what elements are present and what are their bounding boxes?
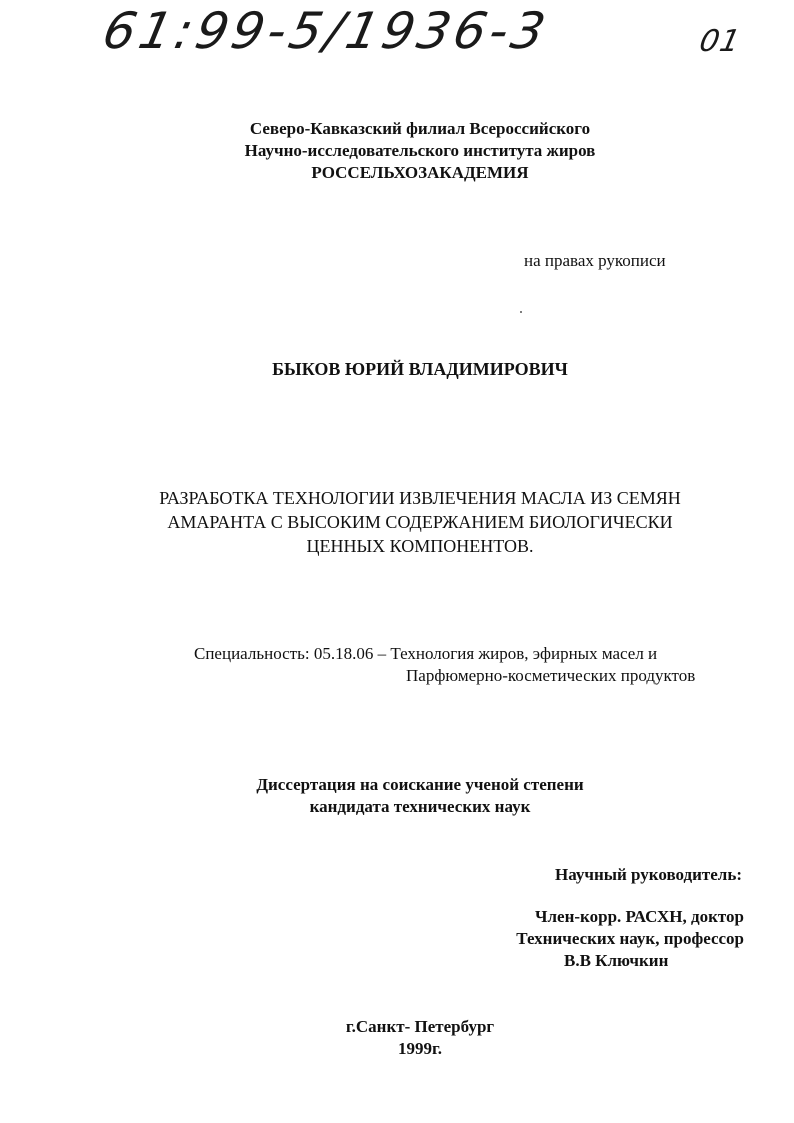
city: г.Санкт- Петербург — [345, 1017, 495, 1036]
year: 1999г. — [397, 1039, 443, 1058]
degree-line-2: кандидата технических наук — [309, 797, 531, 816]
institution-line-1: Северо-Кавказский филиал Всероссийского — [249, 119, 591, 138]
institution-line-2: Научно-исследовательского института жиров — [244, 141, 596, 160]
place-and-year — [250, 1016, 590, 1060]
thesis-title-line-1: РАЗРАБОТКА ТЕХНОЛОГИИ ИЗВЛЕЧЕНИЯ МАСЛА ИЗ СЕМЯН — [159, 488, 681, 508]
handwritten-copy-number: 01 — [696, 24, 744, 59]
degree-statement — [150, 774, 690, 818]
thesis-title — [100, 486, 740, 558]
supervisor-label: Научный руководитель: — [555, 865, 742, 884]
scan-speck — [520, 311, 522, 313]
supervisor-title-line-2: Технических наук, профессор — [516, 929, 744, 948]
specialty-line-1: Специальность: 05.18.06 – Технология жиров, эфирных масел и — [194, 644, 658, 663]
supervisor-block — [420, 906, 744, 972]
supervisor-name: В.В Ключкин — [564, 951, 669, 970]
handwritten-archive-code: 61:99-5/1936-3 — [97, 2, 555, 60]
supervisor-title-line-1: Член-корр. РАСХН, доктор — [535, 907, 744, 926]
institution-header — [150, 118, 690, 184]
thesis-title-line-3: ЦЕННЫХ КОМПОНЕНТОВ. — [306, 536, 534, 556]
thesis-title-line-2: АМАРАНТА С ВЫСОКИМ СОДЕРЖАНИЕМ БИОЛОГИЧЕСКИ — [167, 512, 673, 532]
manuscript-rights-note: на правах рукописи — [524, 251, 666, 270]
author-name: БЫКОВ ЮРИЙ ВЛАДИМИРОВИЧ — [272, 359, 568, 379]
specialty-line-2: Парфюмерно-косметических продуктов — [406, 666, 696, 685]
degree-line-1: Диссертация на соискание ученой степени — [256, 775, 584, 794]
institution-line-3: РОССЕЛЬХОЗАКАДЕМИЯ — [311, 163, 529, 182]
